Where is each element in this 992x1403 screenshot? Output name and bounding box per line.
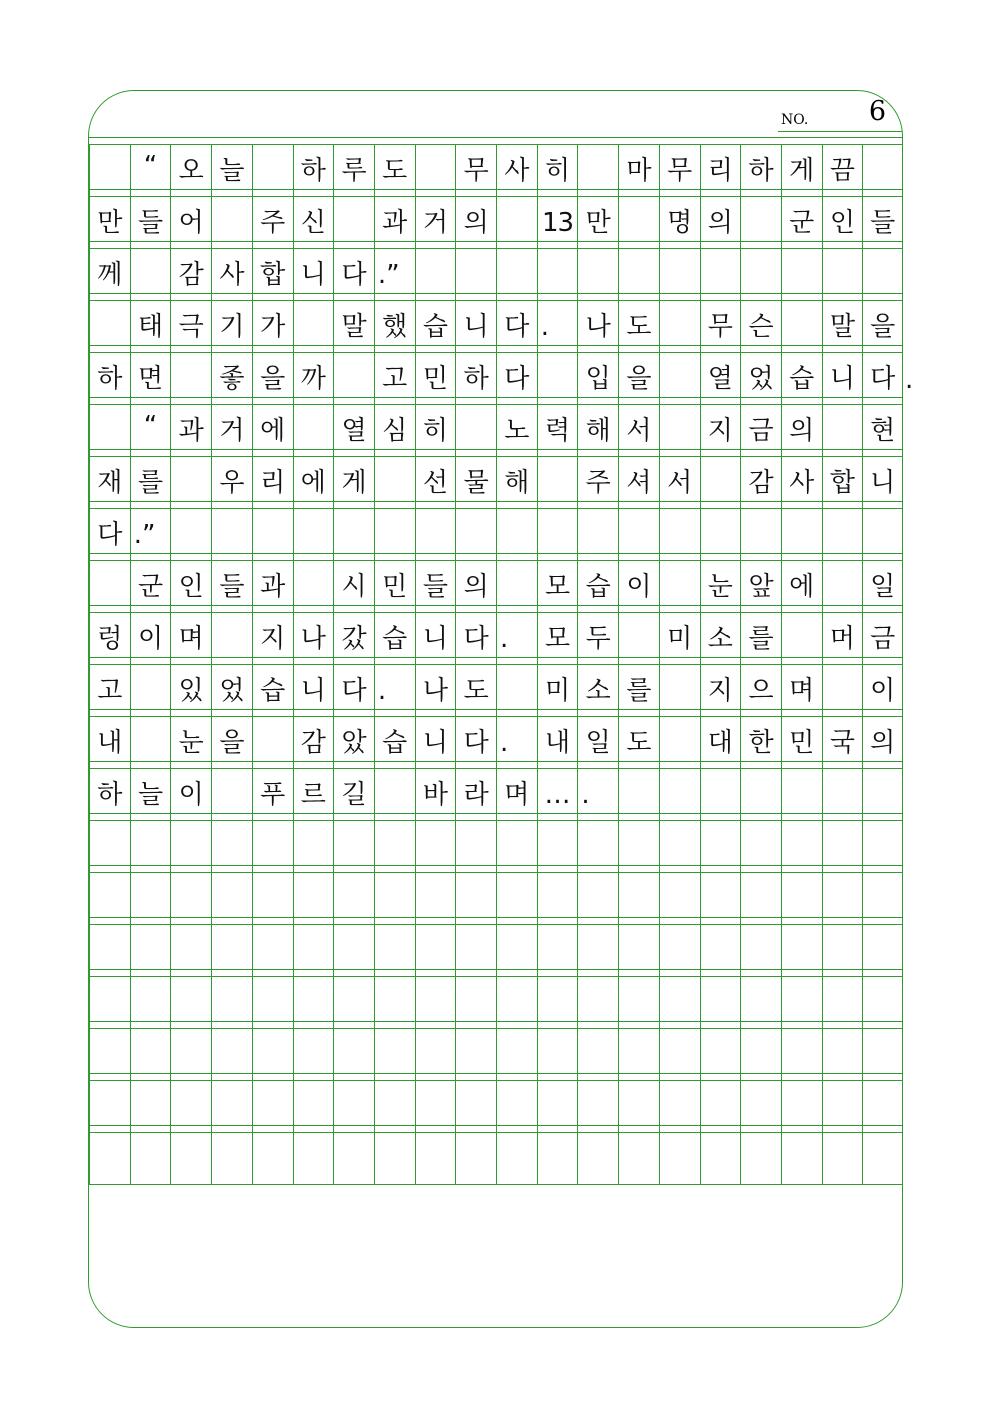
grid-cell: 모 xyxy=(537,561,578,612)
grid-cell: 히 xyxy=(415,405,456,456)
grid-cell: 사 xyxy=(496,145,537,196)
grid-cell xyxy=(415,1133,456,1184)
grid-cell xyxy=(496,1133,537,1184)
grid-cell: 머 xyxy=(822,613,863,664)
grid-cell: 다 xyxy=(455,613,496,664)
grid-cell: 늘 xyxy=(130,769,171,820)
grid-cell: 가 xyxy=(252,301,293,352)
grid-cell: 금 xyxy=(862,613,903,664)
grid-cell: 고 xyxy=(89,665,130,716)
grid-cell: 나 xyxy=(415,665,456,716)
grid-cell: 민 xyxy=(781,717,822,768)
manuscript-grid xyxy=(89,0,914,1403)
grid-cell: 사 xyxy=(781,457,822,508)
grid-cell: 우 xyxy=(211,457,252,508)
grid-cell: 노 xyxy=(496,405,537,456)
grid-cell: 눈 xyxy=(700,561,741,612)
grid-cell: 리 xyxy=(252,457,293,508)
grid-cell: 다 xyxy=(496,353,537,404)
grid-cell: 나 xyxy=(577,301,618,352)
grid-cell: 일 xyxy=(577,717,618,768)
overflow-punctuation: . xyxy=(905,365,914,395)
grid-cell: 의 xyxy=(700,197,741,248)
grid-cell: 어 xyxy=(170,197,211,248)
grid-cell: 선 xyxy=(415,457,456,508)
grid-cell: 의 xyxy=(862,717,903,768)
grid-cell xyxy=(89,1133,130,1184)
grid-cell: 모 xyxy=(537,613,578,664)
grid-cell: 니 xyxy=(455,301,496,352)
grid-cell: 습 xyxy=(374,717,415,768)
grid-cell: 눈 xyxy=(170,717,211,768)
grid-cell: .” xyxy=(374,249,415,300)
grid-cell: 하 xyxy=(740,145,781,196)
grid-cell: 합 xyxy=(252,249,293,300)
grid-cell: 감 xyxy=(740,457,781,508)
grid-cell: 주 xyxy=(252,197,293,248)
grid-cell: 다 xyxy=(333,249,374,300)
grid-cell: 들 xyxy=(130,197,171,248)
grid-cell: 말 xyxy=(333,301,374,352)
grid-cell: 한 xyxy=(740,717,781,768)
grid-cell xyxy=(659,1133,700,1184)
grid-cell: . xyxy=(537,301,578,352)
grid-cell xyxy=(170,1133,211,1184)
grid-cell: 신 xyxy=(293,197,334,248)
grid-cell xyxy=(130,1133,171,1184)
grid-cell: 리 xyxy=(700,145,741,196)
grid-cell xyxy=(781,1133,822,1184)
grid-cell: 를 xyxy=(130,457,171,508)
grid-cell: 극 xyxy=(170,301,211,352)
grid-cell: 를 xyxy=(618,665,659,716)
grid-cell: 일 xyxy=(862,561,903,612)
grid-cell: 무 xyxy=(455,145,496,196)
grid-cell: 입 xyxy=(577,353,618,404)
grid-cell: 의 xyxy=(781,405,822,456)
grid-cell: 에 xyxy=(252,405,293,456)
grid-cell xyxy=(740,1133,781,1184)
grid-cell: 았 xyxy=(333,717,374,768)
grid-cell: 현 xyxy=(862,405,903,456)
grid-cell: 슨 xyxy=(740,301,781,352)
grid-cell: 거 xyxy=(211,405,252,456)
grid-cell xyxy=(211,1133,252,1184)
grid-cell: 까 xyxy=(293,353,334,404)
grid-cell: 도 xyxy=(618,301,659,352)
grid-cell: 민 xyxy=(415,353,456,404)
grid-cell: 다 xyxy=(89,509,130,560)
grid-cell: 했 xyxy=(374,301,415,352)
grid-cell: 태 xyxy=(130,301,171,352)
grid-cell: 니 xyxy=(293,665,334,716)
grid-cell: 라 xyxy=(455,769,496,820)
grid-cell: 두 xyxy=(577,613,618,664)
grid-cell xyxy=(455,1133,496,1184)
grid-cell xyxy=(537,1133,578,1184)
grid-cell: 시 xyxy=(333,561,374,612)
page-number-label: NO. xyxy=(781,112,809,128)
grid-cell: 바 xyxy=(415,769,456,820)
grid-cell: 습 xyxy=(577,561,618,612)
grid-cell: 감 xyxy=(293,717,334,768)
grid-cell: 을 xyxy=(862,301,903,352)
grid-cell: 지 xyxy=(700,405,741,456)
grid-cell: 에 xyxy=(293,457,334,508)
grid-cell: 다 xyxy=(862,353,903,404)
grid-cell: 늘 xyxy=(211,145,252,196)
grid-cell: 이 xyxy=(170,769,211,820)
grid-cell: 명 xyxy=(659,197,700,248)
grid-cell: 들 xyxy=(862,197,903,248)
grid-cell: 면 xyxy=(130,353,171,404)
grid-cell: 갔 xyxy=(333,613,374,664)
grid-cell: 를 xyxy=(740,613,781,664)
grid-cell: 을 xyxy=(211,717,252,768)
grid-cell: 재 xyxy=(89,457,130,508)
grid-cell: 심 xyxy=(374,405,415,456)
grid-cell: 합 xyxy=(822,457,863,508)
grid-cell xyxy=(293,1133,334,1184)
grid-cell: 르 xyxy=(293,769,334,820)
grid-cell: 과 xyxy=(252,561,293,612)
grid-cell: … xyxy=(537,769,578,820)
grid-cell: 과 xyxy=(374,197,415,248)
grid-row xyxy=(89,1133,903,1185)
page-number-value: 6 xyxy=(868,96,886,127)
grid-cell xyxy=(822,1133,863,1184)
grid-cell: 하 xyxy=(89,769,130,820)
grid-cell: 사 xyxy=(211,249,252,300)
grid-cell: 셔 xyxy=(618,457,659,508)
grid-cell: 을 xyxy=(252,353,293,404)
grid-cell: 며 xyxy=(496,769,537,820)
grid-cell: 게 xyxy=(781,145,822,196)
grid-cell: 의 xyxy=(455,197,496,248)
grid-cell: .” xyxy=(130,509,171,560)
grid-cell: 다 xyxy=(455,717,496,768)
grid-cell: 께 xyxy=(89,249,130,300)
grid-cell: 만 xyxy=(577,197,618,248)
grid-cell: 으 xyxy=(740,665,781,716)
grid-cell: 이 xyxy=(862,665,903,716)
grid-cell: 길 xyxy=(333,769,374,820)
grid-cell: 력 xyxy=(537,405,578,456)
grid-cell: 니 xyxy=(415,717,456,768)
grid-cell: 다 xyxy=(496,301,537,352)
grid-cell: 고 xyxy=(374,353,415,404)
grid-cell: 하 xyxy=(455,353,496,404)
grid-cell: 렁 xyxy=(89,613,130,664)
grid-cell: 이 xyxy=(130,613,171,664)
grid-cell: 해 xyxy=(496,457,537,508)
grid-cell: 앞 xyxy=(740,561,781,612)
grid-cell: 며 xyxy=(781,665,822,716)
grid-cell: 니 xyxy=(415,613,456,664)
grid-cell: 대 xyxy=(700,717,741,768)
grid-cell: 게 xyxy=(333,457,374,508)
grid-cell: 13 xyxy=(537,197,578,248)
grid-cell: 들 xyxy=(415,561,456,612)
grid-cell: 의 xyxy=(455,561,496,612)
grid-cell: 며 xyxy=(170,613,211,664)
grid-cell: “ xyxy=(130,145,171,196)
grid-cell: . xyxy=(577,769,618,820)
grid-cell: 지 xyxy=(700,665,741,716)
grid-cell: 도 xyxy=(374,145,415,196)
grid-cell: 인 xyxy=(822,197,863,248)
grid-cell: 니 xyxy=(293,249,334,300)
grid-cell: 서 xyxy=(659,457,700,508)
grid-cell: . xyxy=(496,717,537,768)
grid-cell: 하 xyxy=(293,145,334,196)
grid-cell: 말 xyxy=(822,301,863,352)
grid-cell: 오 xyxy=(170,145,211,196)
grid-cell: 감 xyxy=(170,249,211,300)
grid-cell: 소 xyxy=(700,613,741,664)
grid-cell: 습 xyxy=(415,301,456,352)
grid-cell: 니 xyxy=(822,353,863,404)
grid-cell: 을 xyxy=(618,353,659,404)
grid-cell: 었 xyxy=(740,353,781,404)
grid-cell: 인 xyxy=(170,561,211,612)
grid-cell: 푸 xyxy=(252,769,293,820)
grid-cell: 도 xyxy=(618,717,659,768)
grid-cell xyxy=(333,1133,374,1184)
grid-cell: 루 xyxy=(333,145,374,196)
grid-cell: . xyxy=(374,665,415,716)
grid-cell: 좋 xyxy=(211,353,252,404)
grid-cell: 히 xyxy=(537,145,578,196)
grid-cell: 내 xyxy=(537,717,578,768)
grid-cell: 마 xyxy=(618,145,659,196)
grid-cell: 금 xyxy=(740,405,781,456)
grid-cell: 열 xyxy=(700,353,741,404)
grid-cell: 군 xyxy=(130,561,171,612)
grid-cell: 해 xyxy=(577,405,618,456)
grid-cell: 나 xyxy=(293,613,334,664)
grid-cell: 무 xyxy=(659,145,700,196)
grid-cell: 기 xyxy=(211,301,252,352)
grid-cell xyxy=(862,1133,903,1184)
grid-cell: 니 xyxy=(862,457,903,508)
grid-cell: 들 xyxy=(211,561,252,612)
grid-cell: 군 xyxy=(781,197,822,248)
grid-cell: 미 xyxy=(659,613,700,664)
grid-cell: 국 xyxy=(822,717,863,768)
grid-cell: 민 xyxy=(374,561,415,612)
grid-cell: 지 xyxy=(252,613,293,664)
grid-cell xyxy=(252,1133,293,1184)
grid-cell: 물 xyxy=(455,457,496,508)
grid-cell: 무 xyxy=(700,301,741,352)
grid-cell: 과 xyxy=(170,405,211,456)
grid-cell: 소 xyxy=(577,665,618,716)
grid-cell: 있 xyxy=(170,665,211,716)
grid-cell: 하 xyxy=(89,353,130,404)
grid-cell: 었 xyxy=(211,665,252,716)
grid-cell: . xyxy=(496,613,537,664)
grid-cell xyxy=(577,1133,618,1184)
grid-cell: 주 xyxy=(577,457,618,508)
grid-cell: 열 xyxy=(333,405,374,456)
grid-cell: 끔 xyxy=(822,145,863,196)
grid-cell: 다 xyxy=(333,665,374,716)
grid-cell: 내 xyxy=(89,717,130,768)
grid-cell xyxy=(618,1133,659,1184)
grid-cell: 미 xyxy=(537,665,578,716)
grid-cell: 도 xyxy=(455,665,496,716)
grid-cell xyxy=(374,1133,415,1184)
grid-cell: 습 xyxy=(781,353,822,404)
grid-cell: 거 xyxy=(415,197,456,248)
grid-cell: 습 xyxy=(374,613,415,664)
grid-cell: 서 xyxy=(618,405,659,456)
grid-cell: “ xyxy=(130,405,171,456)
grid-cell: 만 xyxy=(89,197,130,248)
grid-cell: 이 xyxy=(618,561,659,612)
grid-cell: 에 xyxy=(781,561,822,612)
grid-cell: 습 xyxy=(252,665,293,716)
grid-cell xyxy=(700,1133,741,1184)
